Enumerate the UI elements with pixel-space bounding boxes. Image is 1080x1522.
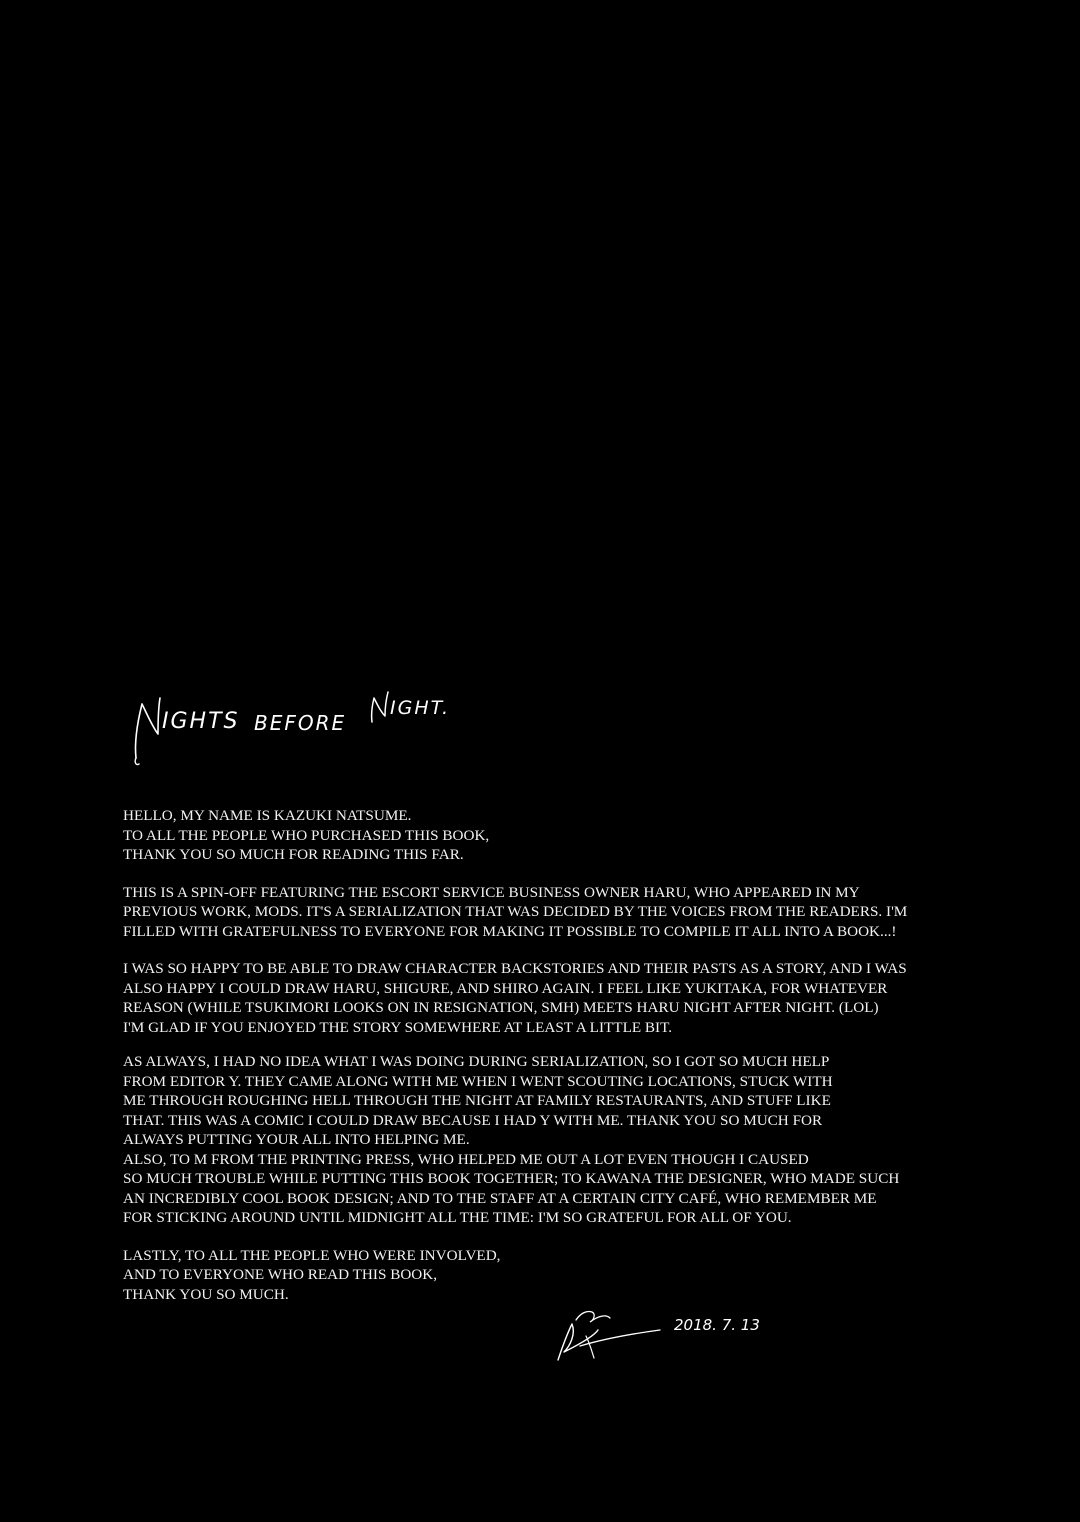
- letter-line: ALSO HAPPY I COULD DRAW HARU, SHIGURE, AND SHIRO AGAIN. I FEEL LIKE YUKITAKA, FOR WHATEVER: [123, 979, 888, 997]
- letter-line: THIS IS A SPIN-OFF FEATURING THE ESCORT SERVICE BUSINESS OWNER HARU, WHO APPEARED IN MY: [123, 883, 860, 901]
- title-word-ight: IGHT.: [390, 697, 451, 719]
- letter-line: SO MUCH TROUBLE WHILE PUTTING THIS BOOK TOGETHER; TO KAWANA THE DESIGNER, WHO MADE SUCH: [123, 1170, 900, 1187]
- title-text: [128, 770, 129, 771]
- paragraph-closing: [123, 1246, 943, 1305]
- letter-line: ME THROUGH ROUGHING HELL THROUGH THE NIGHT AT FAMILY RESTAURANTS, AND STUFF LIKE: [123, 1092, 831, 1109]
- letter-line: FOR STICKING AROUND UNTIL MIDNIGHT ALL THE TIME: I'M SO GRATEFUL FOR ALL OF YOU.: [123, 1209, 792, 1226]
- letter-line: PREVIOUS WORK, MODS. IT'S A SERIALIZATION THAT WAS DECIDED BY THE VOICES FROM THE READERS. I'M: [123, 903, 908, 920]
- afterword-letter: [123, 806, 943, 1304]
- letter-line: LASTLY, TO ALL THE PEOPLE WHO WERE INVOLVED,: [123, 1246, 501, 1264]
- paragraph-thanks-staff: [123, 1150, 943, 1228]
- letter-line: AS ALWAYS, I HAD NO IDEA WHAT I WAS DOING DURING SERIALIZATION, SO I GOT SO MUCH HELP: [123, 1053, 830, 1070]
- handwritten-title: [128, 670, 488, 770]
- paragraph-spinoff: [123, 883, 943, 942]
- letter-line: THANK YOU SO MUCH.: [123, 1285, 289, 1303]
- letter-line: AN INCREDIBLY COOL BOOK DESIGN; AND TO THE STAFF AT A CERTAIN CITY CAFÉ, WHO REMEMBER ME: [123, 1189, 877, 1207]
- title-word-before: BEFORE: [254, 711, 347, 735]
- title-word-ights: IGHTS: [162, 709, 240, 734]
- letter-line: FROM EDITOR Y. THEY CAME ALONG WITH ME WHEN I WENT SCOUTING LOCATIONS, STUCK WITH: [123, 1072, 833, 1090]
- author-signature: [550, 1300, 790, 1370]
- letter-line: AND TO EVERYONE WHO READ THIS BOOK,: [123, 1266, 438, 1283]
- paragraph-editor: [123, 1052, 943, 1150]
- letter-line: ALSO, TO M FROM THE PRINTING PRESS, WHO HELPED ME OUT A LOT EVEN THOUGH I CAUSED: [123, 1150, 809, 1168]
- signature-date: 2018. 7. 13: [674, 1316, 760, 1334]
- letter-line: HELLO, MY NAME IS KAZUKI NATSUME.: [123, 807, 412, 824]
- letter-line: ALWAYS PUTTING YOUR ALL INTO HELPING ME.: [123, 1131, 470, 1148]
- paragraph-greeting: [123, 806, 943, 865]
- letter-line: THANK YOU SO MUCH FOR READING THIS FAR.: [123, 846, 464, 863]
- letter-line: THAT. THIS WAS A COMIC I COULD DRAW BECAUSE I HAD Y WITH ME. THANK YOU SO MUCH FOR: [123, 1111, 823, 1129]
- letter-line: I WAS SO HAPPY TO BE ABLE TO DRAW CHARACTER BACKSTORIES AND THEIR PASTS AS A STORY, AND I WAS: [123, 960, 907, 977]
- letter-line: I'M GLAD IF YOU ENJOYED THE STORY SOMEWHERE AT LEAST A LITTLE BIT.: [123, 1018, 673, 1036]
- letter-line: FILLED WITH GRATEFULNESS TO EVERYONE FOR MAKING IT POSSIBLE TO COMPILE IT ALL INTO A BOOK...!: [123, 922, 897, 940]
- handwritten-title-art: [128, 670, 488, 770]
- letter-line: REASON (WHILE TSUKIMORI LOOKS ON IN RESIGNATION, SMH) MEETS HARU NIGHT AFTER NIGHT. (LOL): [123, 999, 879, 1016]
- paragraph-backstories: [123, 959, 943, 1037]
- signature-scribble: [550, 1300, 790, 1370]
- letter-line: TO ALL THE PEOPLE WHO PURCHASED THIS BOOK,: [123, 826, 490, 844]
